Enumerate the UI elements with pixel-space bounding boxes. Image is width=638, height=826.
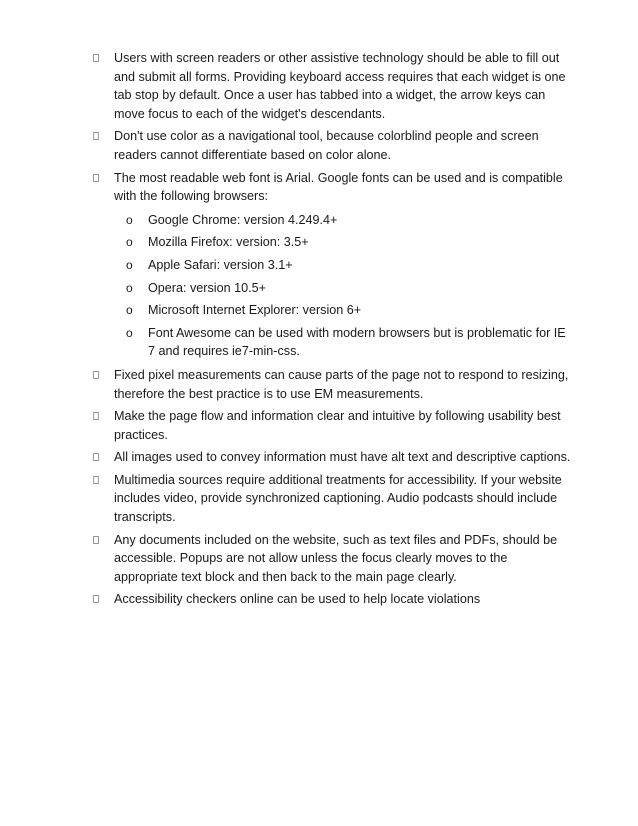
list-item xyxy=(92,590,574,609)
circle-bullet-icon: o xyxy=(126,235,133,250)
sublist-item xyxy=(110,211,574,230)
list-item xyxy=(92,407,574,444)
list-item xyxy=(92,49,574,123)
circle-bullet-icon: o xyxy=(126,325,133,340)
square-bullet-icon xyxy=(93,54,99,62)
list-item xyxy=(92,127,574,164)
square-bullet-icon xyxy=(93,412,99,420)
list-item-text: Make the page flow and information clear and intuitive by following usability best practices. xyxy=(114,409,561,442)
sublist-item-text: Font Awesome can be used with modern browsers but is problematic for IE 7 and requires ie7-min-css. xyxy=(148,325,566,359)
sublist-item-text: Mozilla Firefox: version: 3.5+ xyxy=(148,235,309,250)
list-item-text: Any documents included on the website, such as text files and PDFs, should be accessible. Popups are not allow unless the focus clearly moves to the appropriate text block and then back to the main page clearly. xyxy=(114,532,558,584)
bullet-list xyxy=(92,49,574,613)
square-bullet-icon xyxy=(93,132,99,140)
list-item xyxy=(92,448,574,467)
sublist-item-text: Microsoft Internet Explorer: version 6+ xyxy=(148,303,362,318)
square-bullet-icon xyxy=(93,174,99,182)
list-item-text: Multimedia sources require additional treatments for accessibility. If your website includes video, provide synchronized captioning. Audio podcasts should include transcripts. xyxy=(114,472,562,525)
sublist-item xyxy=(110,324,574,361)
list-item-text: Fixed pixel measurements can cause parts of the page not to respond to resizing, therefore the best practice is to use EM measurements. xyxy=(114,367,569,401)
list-item-text: Don't use color as a navigational tool, because colorblind people and screen readers cannot differentiate based on color alone. xyxy=(114,129,539,162)
browser-sublist xyxy=(92,211,574,361)
circle-bullet-icon: o xyxy=(126,280,133,295)
circle-bullet-icon: o xyxy=(126,212,133,227)
list-item-text: All images used to convey information must have alt text and descriptive captions. xyxy=(114,450,571,465)
square-bullet-icon xyxy=(93,536,99,544)
sublist-item-text: Google Chrome: version 4.249.4+ xyxy=(148,212,338,227)
sublist-item xyxy=(110,279,574,298)
list-item-text: Users with screen readers or other assistive technology should be able to fill out and submit all forms. Providing keyboard access requires that each widget is one tab stop by default. Once a user has tabbed into a widget, the arrow keys can move focus to each of the widget's descendants. xyxy=(114,51,566,121)
list-item xyxy=(92,169,574,206)
circle-bullet-icon: o xyxy=(126,303,133,318)
square-bullet-icon xyxy=(93,453,99,461)
list-item-text: Accessibility checkers online can be used to help locate violations xyxy=(114,592,481,607)
sublist-item-text: Opera: version 10.5+ xyxy=(148,280,266,295)
square-bullet-icon xyxy=(93,476,99,484)
sublist-item xyxy=(110,233,574,252)
list-item xyxy=(92,366,574,403)
sublist-item xyxy=(110,301,574,320)
square-bullet-icon xyxy=(93,371,99,379)
circle-bullet-icon: o xyxy=(126,257,133,272)
sublist-item-text: Apple Safari: version 3.1+ xyxy=(148,257,293,272)
sublist-item xyxy=(110,256,574,275)
list-item xyxy=(92,531,574,587)
list-item xyxy=(92,471,574,527)
list-item-text: The most readable web font is Arial. Google fonts can be used and is compatible with the following browsers: xyxy=(114,170,563,204)
square-bullet-icon xyxy=(93,595,99,603)
